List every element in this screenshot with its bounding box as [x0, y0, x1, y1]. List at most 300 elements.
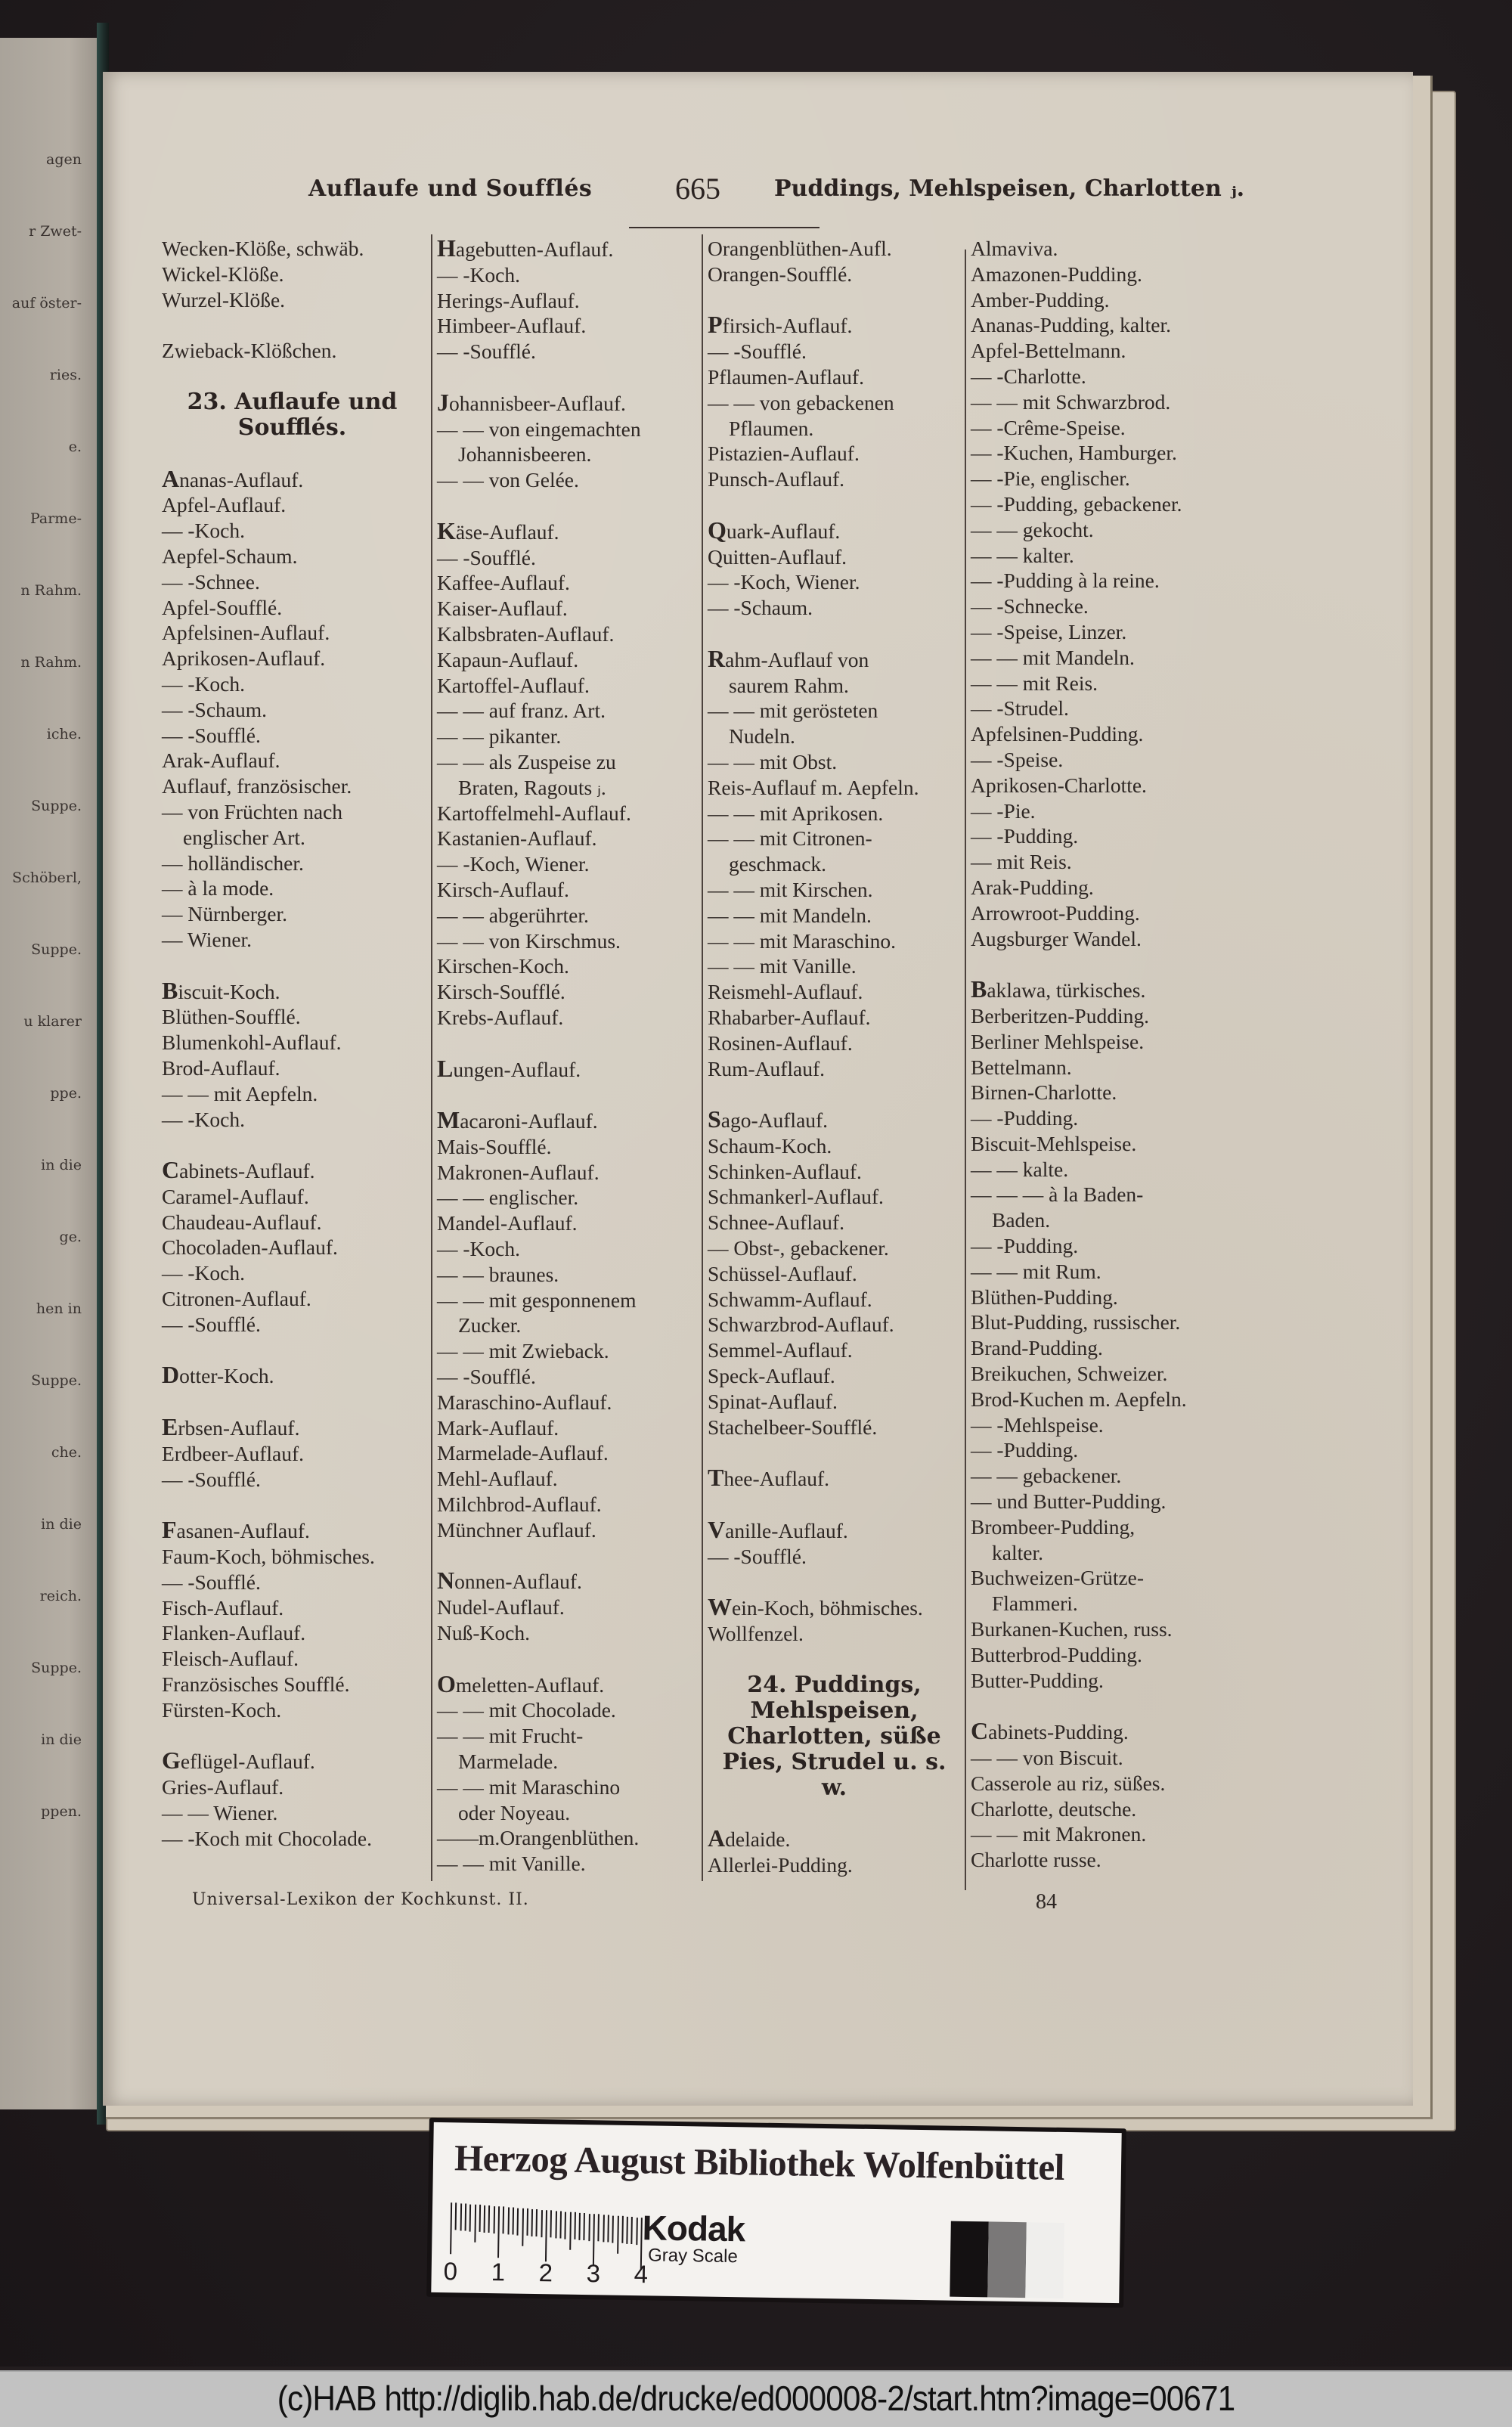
index-entry: Pistazien-Auflauf. [708, 442, 860, 466]
library-name: Herzog August Bibliothek Wolfenbüttel [454, 2137, 1065, 2188]
index-entry: Ananas-Pudding, kalter. [971, 313, 1172, 337]
ruler-tick [612, 2215, 615, 2243]
entry-initial: K [437, 516, 456, 544]
index-entry: Geflügel-Auflauf. [162, 1747, 315, 1775]
index-entry: Zucker. [458, 1313, 522, 1337]
index-entry: — -Mehlspeise. [971, 1412, 1104, 1437]
index-entry: Schmankerl-Auflauf. [708, 1185, 884, 1209]
index-entry: Berberitzen-Pudding. [971, 1003, 1149, 1028]
index-entry: Birnen-Charlotte. [971, 1080, 1117, 1105]
ruler-label: 2 [538, 2258, 553, 2287]
index-entry: Brod-Kuchen m. Aepfeln. [971, 1387, 1187, 1411]
index-entry: Spinat-Auflauf. [708, 1389, 838, 1413]
index-entry: Apfelsinen-Auflauf. [162, 621, 330, 645]
index-entry: Gries-Auflauf. [162, 1775, 284, 1799]
index-entry: Marmelade-Auflauf. [437, 1441, 609, 1465]
gray-swatch [950, 2221, 989, 2298]
ruler-tick [541, 2210, 543, 2237]
index-entry: Nudel-Auflauf. [437, 1595, 565, 1620]
kodak-gray-scale-label: Gray Scale [647, 2245, 739, 2267]
index-entry: — Nürnberger. [162, 902, 287, 926]
index-entry: Vanille-Auflauf. [708, 1515, 848, 1543]
index-entry: Wollfenzel. [708, 1622, 804, 1646]
header-rule [629, 227, 820, 228]
index-entry: Pflaumen-Auflauf. [708, 364, 864, 389]
index-entry: Makronen-Auflauf. [437, 1160, 600, 1184]
index-entry: Rum-Auflauf. [708, 1056, 826, 1080]
index-entry: — -Pie, englischer. [971, 466, 1130, 491]
entry-initial: D [162, 1361, 180, 1389]
index-entry: — -Soufflé. [162, 1570, 261, 1594]
entry-initial: S [708, 1105, 721, 1133]
index-entry: — -Pie. [971, 798, 1036, 823]
index-entry: — -Pudding. [971, 1106, 1079, 1130]
index-entry: — — mit Obst. [708, 749, 838, 773]
index-entry: Zwieback-Klößchen. [162, 339, 337, 363]
index-entry: — -Schaum. [708, 596, 813, 620]
facing-page-text-fragment: u klarer [23, 1013, 82, 1030]
index-entry: — -Soufflé. [708, 339, 807, 364]
index-column-3 [708, 236, 961, 1878]
index-entry: — -Koch. [437, 262, 520, 287]
index-entry: — — braunes. [437, 1262, 559, 1286]
index-entry: — -Strudel. [971, 696, 1069, 721]
index-entry: Allerlei-Pudding. [708, 1853, 853, 1877]
index-entry: Blüthen-Pudding. [971, 1285, 1118, 1309]
index-entry: — — mit Vanille. [708, 954, 857, 978]
index-entry: Arak-Auflauf. [162, 749, 280, 773]
index-entry: Kapaun-Auflauf. [437, 647, 579, 671]
index-entry: Biscuit-Koch. [162, 976, 280, 1004]
index-entry: — — von gebackenen [708, 390, 894, 414]
page-number: 665 [675, 172, 720, 206]
index-entry: — — als Zuspeise zu [437, 749, 616, 773]
index-entry: — -Koch. [162, 519, 245, 543]
index-entry: — -Speise, Linzer. [971, 619, 1127, 643]
index-entry: — — kalter. [971, 543, 1074, 567]
index-entry: — — pikanter. [437, 724, 562, 749]
ruler-tick [474, 2205, 476, 2243]
index-entry: — — — à la Baden- [971, 1183, 1144, 1207]
index-entry: Kartoffelmehl-Auflauf. [437, 801, 631, 825]
index-entry: Rosinen-Auflauf. [708, 1031, 853, 1055]
entry-initial: P [708, 311, 723, 339]
index-entry: — -Crême-Speise. [971, 415, 1126, 439]
ruler-tick [555, 2211, 557, 2238]
entry-initial: C [162, 1156, 180, 1184]
entry-initial: Q [708, 516, 727, 544]
index-entry: Omeletten-Auflauf. [437, 1669, 605, 1697]
index-entry: Wurzel-Klöße. [162, 287, 286, 312]
copyright-bar [0, 2370, 1512, 2427]
ruler-tick [522, 2208, 524, 2246]
index-entry: Thee-Auflauf. [708, 1464, 830, 1492]
entry-initial: O [437, 1669, 456, 1697]
facing-page-text-fragment: Suppe. [31, 1372, 82, 1389]
index-entry: Charlotte, deutsche. [971, 1796, 1137, 1821]
facing-page-text-fragment: auf öster- [11, 295, 82, 312]
index-entry: Lungen-Auflauf. [437, 1054, 581, 1082]
index-entry: — — mit Rum. [971, 1259, 1101, 1283]
index-entry: Hagebutten-Auflauf. [437, 234, 614, 262]
index-entry: — — mit Aepfeln. [162, 1081, 318, 1105]
index-entry: Marmelade. [458, 1750, 559, 1774]
index-entry: Schaum-Koch. [708, 1133, 832, 1158]
facing-page-text-fragment: hen in [36, 1300, 82, 1317]
facing-page-text-fragment: e. [68, 439, 82, 455]
index-column-2 [437, 236, 694, 1877]
index-entry: Apfel-Soufflé. [162, 595, 283, 619]
ruler-tick [617, 2216, 619, 2254]
facing-page-text-fragment: ge. [59, 1229, 82, 1245]
index-entry: — -Schnee. [162, 569, 260, 594]
section-heading: 24. Puddings, Mehlspeisen, Charlotten, süße Pies, Strudel u. s. w. [722, 1671, 947, 1801]
ruler-tick [497, 2206, 500, 2258]
index-entry: — — mit Makronen. [971, 1822, 1147, 1846]
ruler-tick [488, 2205, 491, 2233]
index-entry: Kirsch-Soufflé. [437, 980, 565, 1004]
index-entry: Apfel-Auflauf. [162, 493, 287, 517]
facing-page-text-fragment: in die [41, 1731, 82, 1748]
kodak-label [642, 2207, 745, 2267]
index-entry: Blut-Pudding, russischer. [971, 1310, 1181, 1334]
index-entry: — -Soufflé. [708, 1544, 807, 1568]
facing-page-text-fragment: r Zwet- [29, 223, 82, 240]
scale-ruler [443, 2202, 649, 2289]
index-entry: Amazonen-Pudding. [971, 262, 1142, 286]
index-entry: — -Koch. [162, 1261, 245, 1285]
index-entry: Amber-Pudding. [971, 287, 1110, 312]
index-entry: Augsburger Wandel. [971, 926, 1142, 950]
index-entry: Schnee-Auflauf. [708, 1210, 844, 1235]
index-entry: Fleisch-Auflauf. [162, 1647, 299, 1671]
index-entry: Blüthen-Soufflé. [162, 1005, 301, 1029]
index-entry: — -Soufflé. [162, 1312, 261, 1336]
ruler-tick [484, 2205, 486, 2233]
index-entry: Mais-Soufflé. [437, 1134, 552, 1158]
index-entry: Kartoffel-Auflauf. [437, 673, 590, 697]
index-entry: Stachelbeer-Soufflé. [708, 1415, 878, 1439]
facing-page-text-fragment: in die [41, 1516, 82, 1533]
index-entry: — -Koch mit Chocolade. [162, 1826, 372, 1850]
ruler-label: 0 [443, 2257, 458, 2286]
index-entry: Rhabarber-Auflauf. [708, 1005, 871, 1029]
entry-initial: E [162, 1413, 178, 1441]
entry-initial: H [437, 234, 456, 262]
entry-initial: R [708, 644, 726, 672]
index-column-4 [971, 236, 1243, 1873]
index-entry: Aprikosen-Charlotte. [971, 773, 1147, 797]
ruler-tick [464, 2204, 466, 2231]
entry-initial: V [708, 1515, 726, 1543]
index-entry: — — mit Mandeln. [971, 645, 1135, 669]
entry-initial: M [437, 1106, 460, 1134]
index-entry: Baden. [992, 1208, 1051, 1232]
index-entry: Rahm-Auflauf von [708, 644, 869, 672]
index-entry: Fürsten-Koch. [162, 1697, 282, 1722]
ruler-tick [621, 2216, 624, 2243]
index-entry: — mit Reis. [971, 850, 1072, 874]
index-entry: Reis-Auflauf m. Aepfeln. [708, 775, 919, 799]
column-divider-3 [965, 250, 966, 1890]
index-entry: Kaiser-Auflauf. [437, 597, 568, 621]
index-entry: Casserole au riz, süßes. [971, 1771, 1166, 1795]
entry-initial: F [162, 1516, 177, 1544]
index-entry: Breikuchen, Schweizer. [971, 1362, 1168, 1386]
entry-initial: L [437, 1054, 454, 1082]
index-entry: — — von eingemachten [437, 417, 641, 441]
index-entry: — -Pudding. [971, 1438, 1079, 1462]
index-entry: Nudeln. [729, 724, 795, 749]
ruler-tick [526, 2208, 528, 2236]
gray-swatch [1025, 2222, 1064, 2298]
index-entry: — — abgerührter. [437, 903, 589, 927]
index-entry: Wickel-Klöße. [162, 262, 284, 286]
index-entry: — — von Kirschmus. [437, 928, 621, 953]
index-entry: Blumenkohl-Auflauf. [162, 1031, 342, 1055]
index-entry: Arak-Pudding. [971, 875, 1094, 899]
index-entry: Mandel-Auflauf. [437, 1211, 578, 1235]
index-entry: Caramel-Auflauf. [162, 1184, 309, 1208]
index-entry: Krebs-Auflauf. [437, 1005, 564, 1029]
ruler-tick [550, 2211, 553, 2238]
index-entry: — — englischer. [437, 1186, 579, 1210]
index-entry: — -Pudding, gebackener. [971, 491, 1182, 516]
index-entry: — -Koch, Wiener. [708, 570, 860, 594]
gray-swatch [987, 2221, 1027, 2298]
index-entry: Herings-Auflauf. [437, 288, 580, 312]
index-entry: — — auf franz. Art. [437, 699, 606, 723]
facing-page-text-fragment: ppe. [50, 1085, 82, 1102]
index-entry: Maraschino-Auflauf. [437, 1390, 612, 1414]
index-entry: Auflauf, französischer. [162, 774, 352, 798]
running-head-right: Puddings, Mehlspeisen, Charlotten ⱼ. [774, 175, 1245, 202]
index-entry: Milchbrod-Auflauf. [437, 1492, 602, 1517]
entry-initial: A [162, 464, 180, 492]
index-entry: Butterbrod-Pudding. [971, 1642, 1142, 1666]
index-entry: — und Butter-Pudding. [971, 1489, 1167, 1514]
index-entry: Braten, Ragouts ⱼ. [458, 775, 606, 799]
index-entry: — — gebackener. [971, 1464, 1122, 1488]
index-entry: Arrowroot-Pudding. [971, 900, 1140, 925]
index-entry: Kaffee-Auflauf. [437, 571, 570, 595]
index-entry: — -Schaum. [162, 697, 268, 721]
index-entry: Nuß-Koch. [437, 1621, 530, 1645]
section-heading: 23. Auflaufe und Soufflés. [187, 388, 398, 441]
ruler-tick [545, 2210, 547, 2261]
index-entry: Ananas-Auflauf. [162, 464, 304, 492]
ruler-tick [593, 2214, 595, 2265]
entry-initial: T [708, 1464, 724, 1492]
index-entry: Buchweizen-Grütze- [971, 1566, 1145, 1590]
index-entry: Wein-Koch, böhmisches. [708, 1593, 923, 1621]
index-entry: Cabinets-Auflauf. [162, 1156, 315, 1184]
copyright-link[interactable]: (c)HAB http://diglib.hab.de/drucke/ed000008-2/start.htm?image=00671 [277, 2379, 1235, 2418]
index-entry: Brand-Pudding. [971, 1336, 1103, 1360]
ruler-tick [531, 2209, 534, 2236]
ruler-tick [598, 2215, 600, 2242]
index-entry: — — mit Kirschen. [708, 877, 873, 901]
index-entry: Schwamm-Auflauf. [708, 1287, 872, 1311]
ruler-tick [588, 2214, 590, 2241]
facing-page-left [0, 38, 101, 2109]
index-entry: Mark-Auflauf. [437, 1415, 559, 1440]
ruler-tick [536, 2209, 538, 2236]
index-entry: geschmack. [729, 852, 827, 876]
index-entry: Bettelmann. [971, 1055, 1072, 1079]
index-entry: Chocoladen-Auflauf. [162, 1235, 338, 1260]
index-entry: Faum-Koch, böhmisches. [162, 1545, 375, 1569]
index-entry: Flanken-Auflauf. [162, 1621, 306, 1645]
index-entry: — -Speise. [971, 747, 1064, 771]
index-entry: Wecken-Klöße, schwäb. [162, 237, 364, 260]
index-entry: Münchner Auflauf. [437, 1517, 596, 1542]
index-entry: — -Koch. [162, 671, 245, 696]
column-divider-1 [431, 234, 432, 1881]
index-entry: Macaroni-Auflauf. [437, 1106, 598, 1134]
index-entry: Aprikosen-Auflauf. [162, 646, 326, 671]
facing-page-text-fragment: Parme- [29, 510, 82, 527]
index-entry: Käse-Auflauf. [437, 516, 559, 544]
index-entry: Schwarzbrod-Auflauf. [708, 1313, 894, 1337]
index-entry: Fasanen-Auflauf. [162, 1516, 310, 1544]
index-entry: Orangenblüthen-Aufl. [708, 237, 892, 260]
index-entry: — — mit Schwarzbrod. [971, 389, 1171, 414]
index-entry: Biscuit-Mehlspeise. [971, 1131, 1137, 1155]
index-entry: Brombeer-Pudding, [971, 1514, 1136, 1539]
ruler-tick [559, 2212, 562, 2239]
running-head-left: Auflaufe und Soufflés [308, 175, 593, 202]
index-entry: Johannisbeeren. [458, 442, 592, 466]
facing-page-text-fragment: ries. [49, 367, 82, 383]
ruler-tick [469, 2204, 472, 2231]
ruler-tick [578, 2213, 581, 2240]
index-entry: Quitten-Auflauf. [708, 544, 847, 569]
index-entry: — von Früchten nach [162, 799, 343, 823]
index-entry: — -Soufflé. [162, 1467, 261, 1491]
entry-initial: B [162, 976, 178, 1004]
ruler-tick [584, 2213, 586, 2240]
running-head [0, 172, 1512, 213]
kodak-brand: Kodak [642, 2208, 745, 2249]
index-entry: — — von Gelée. [437, 468, 579, 492]
index-entry: — — mit Vanille. [437, 1852, 586, 1876]
facing-page-text-fragment: Suppe. [31, 941, 82, 958]
index-entry: — -Soufflé. [162, 723, 261, 747]
ruler-tick [574, 2212, 576, 2239]
index-entry: — Obst-, gebackener. [708, 1236, 889, 1260]
index-entry: Kirschen-Koch. [437, 954, 569, 978]
ruler-tick [512, 2208, 514, 2235]
index-entry: Johannisbeer-Auflauf. [437, 388, 626, 416]
index-entry: Nonnen-Auflauf. [437, 1567, 582, 1595]
index-entry: kalter. [992, 1540, 1043, 1564]
index-entry: — — mit Reis. [971, 671, 1098, 695]
index-entry: — à la mode. [162, 876, 274, 900]
index-entry: — -Koch. [162, 1107, 245, 1131]
index-entry: Charlotte russe. [971, 1848, 1101, 1872]
index-entry: Speck-Auflauf. [708, 1364, 835, 1388]
index-entry: — — mit Chocolade. [437, 1698, 616, 1722]
index-entry: — -Koch, Wiener. [437, 852, 590, 876]
facing-page-text-fragment: reich. [39, 1588, 82, 1604]
index-entry: Butter-Pudding. [971, 1668, 1104, 1692]
library-color-card [426, 2118, 1126, 2308]
index-entry: Fisch-Auflauf. [162, 1595, 284, 1620]
index-entry: — — von Biscuit. [971, 1746, 1123, 1770]
index-entry: englischer Art. [183, 825, 305, 849]
facing-page-text-fragment: Suppe. [31, 798, 82, 814]
facing-page-text-fragment: iche. [46, 726, 82, 742]
index-entry: oder Noyeau. [458, 1800, 571, 1824]
index-entry: Erbsen-Auflauf. [162, 1413, 300, 1441]
column-divider-2 [702, 234, 703, 1881]
signature-number: 84 [1036, 1890, 1057, 1914]
index-entry: Dotter-Koch. [162, 1361, 274, 1389]
ruler-tick [626, 2217, 628, 2244]
ruler-label: 1 [491, 2258, 506, 2286]
entry-initial: A [708, 1824, 726, 1852]
entry-initial: W [708, 1593, 732, 1621]
ruler-tick [460, 2203, 462, 2230]
gray-scale-swatches [950, 2221, 1064, 2298]
index-entry: — — mit gerösteten [708, 699, 878, 723]
ruler-tick [450, 2202, 452, 2254]
index-entry: ——m.Orangenblüthen. [437, 1826, 640, 1850]
index-entry: Apfelsinen-Pudding. [971, 722, 1144, 746]
ruler-tick [493, 2206, 495, 2233]
entry-initial: C [971, 1717, 989, 1745]
index-entry: — -Kuchen, Hamburger. [971, 441, 1177, 465]
index-entry: — -Charlotte. [971, 364, 1086, 388]
facing-page-text-fragment: n Rahm. [20, 654, 82, 671]
index-entry: Adelaide. [708, 1824, 791, 1852]
index-entry: Apfel-Bettelmann. [971, 339, 1126, 363]
index-entry: Flammeri. [992, 1592, 1078, 1616]
facing-page-text-fragment: agen [46, 151, 82, 168]
index-entry: Sago-Auflauf. [708, 1105, 829, 1133]
index-entry: Mehl-Auflauf. [437, 1467, 558, 1491]
book-title-footer: Universal-Lexikon der Kochkunst. II. [192, 1890, 529, 1909]
index-entry: — Wiener. [162, 927, 253, 951]
index-entry: Pflaumen. [729, 416, 814, 440]
index-entry: Orangen-Soufflé. [708, 262, 853, 286]
index-entry: Berliner Mehlspeise. [971, 1029, 1145, 1053]
ruler-tick [507, 2207, 510, 2234]
ruler-tick [455, 2203, 457, 2230]
ruler-label: 3 [586, 2259, 601, 2288]
index-entry: Schüssel-Auflauf. [708, 1261, 857, 1285]
index-entry: Schinken-Auflauf. [708, 1159, 862, 1183]
index-entry: saurem Rahm. [729, 673, 849, 697]
index-entry: Punsch-Auflauf. [708, 467, 845, 491]
index-entry: Kastanien-Auflauf. [437, 826, 597, 851]
index-entry: Aepfel-Schaum. [162, 544, 298, 568]
index-entry: — -Koch. [437, 1237, 520, 1261]
ruler-tick [565, 2212, 567, 2239]
entry-initial: B [971, 975, 987, 1003]
facing-page-text-fragment: n Rahm. [20, 582, 82, 599]
entry-initial: J [437, 388, 449, 416]
ruler-tick [569, 2212, 572, 2250]
ruler-tick [636, 2218, 638, 2245]
index-entry: — -Soufflé. [437, 339, 536, 364]
index-entry: — — mit Citronen- [708, 826, 872, 851]
index-entry: — — mit Aprikosen. [708, 801, 884, 825]
index-entry: Pfirsich-Auflauf. [708, 311, 853, 339]
entry-initial: N [437, 1567, 455, 1595]
facing-page-text-fragment: Suppe. [31, 1660, 82, 1676]
